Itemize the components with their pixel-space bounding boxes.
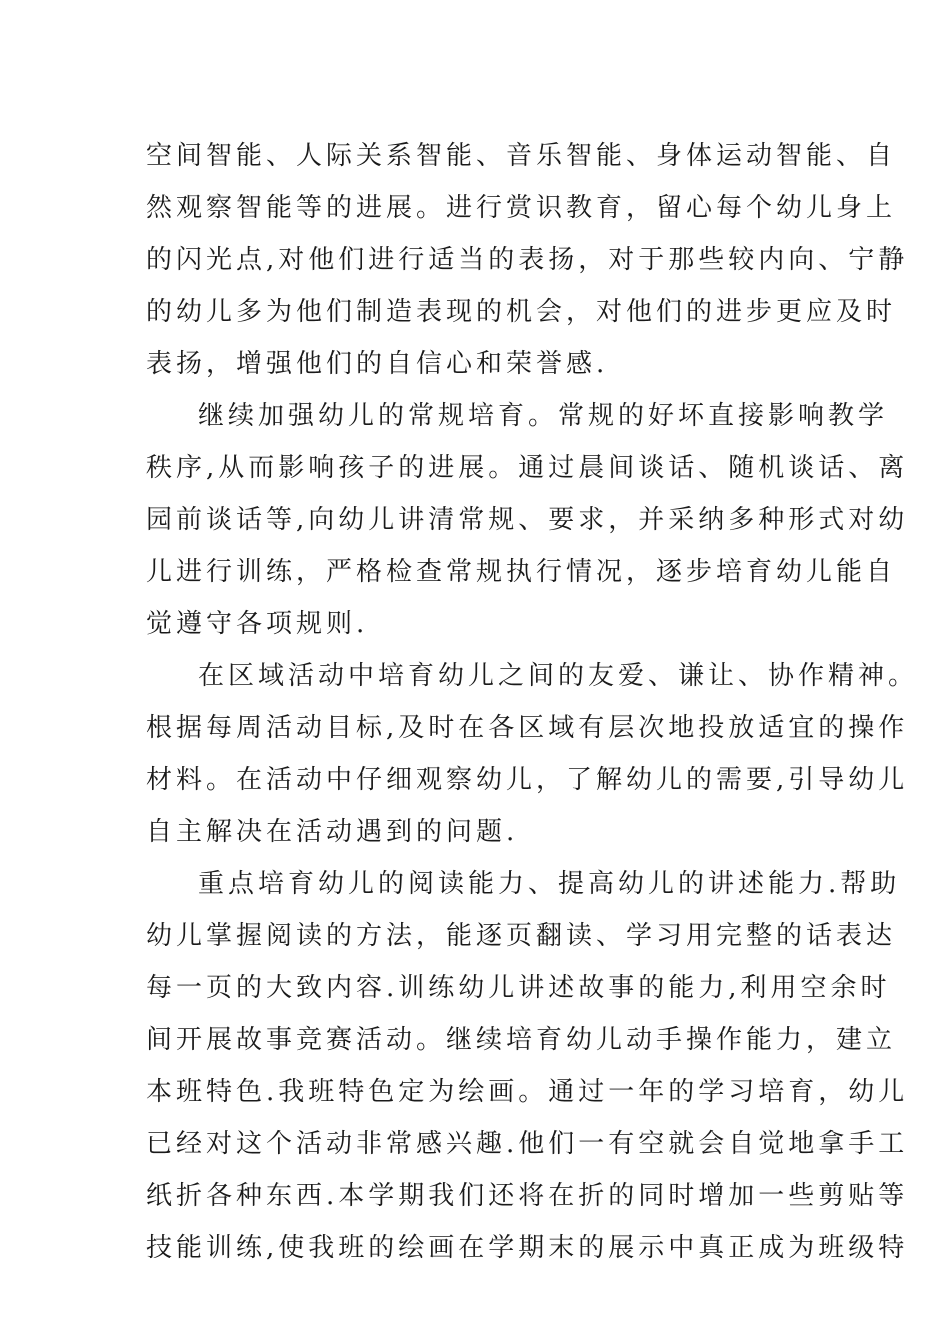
text-line: 然观察智能等的进展。进行赏识教育，留心每个幼儿身上: [146, 193, 897, 223]
text-line: 的闪光点,对他们进行适当的表扬，对于那些较内向、宁静: [146, 245, 909, 275]
paragraph-3: [146, 650, 919, 858]
text-line: 幼儿掌握阅读的方法，能逐页翻读、学习用完整的话表达: [146, 921, 897, 951]
text-line: 的幼儿多为他们制造表现的机会，对他们的进步更应及时: [146, 297, 897, 327]
text-line: 技能训练,使我班的绘画在学期末的展示中真正成为班级特: [146, 1233, 909, 1263]
text-line: 觉遵守各项规则.: [146, 609, 369, 639]
text-line: 空间智能、人际关系智能、音乐智能、身体运动智能、自: [146, 141, 897, 171]
text-line: 根据每周活动目标,及时在各区域有层次地投放适宜的操作: [146, 713, 909, 743]
text-line: 已经对这个活动非常感兴趣.他们一有空就会自觉地拿手工: [146, 1129, 909, 1159]
text-line: 继续加强幼儿的常规培育。常规的好坏直接影响教学: [198, 401, 889, 431]
text-line: 本班特色.我班特色定为绘画。通过一年的学习培育，幼儿: [146, 1077, 909, 1107]
paragraph-2: [146, 390, 909, 650]
text-line: 儿进行训练，严格检查常规执行情况，逐步培育幼儿能自: [146, 557, 897, 587]
text-line: 秩序,从而影响孩子的进展。通过晨间谈话、随机谈话、离: [146, 453, 909, 483]
document-body: [146, 130, 919, 1274]
text-line: 材料。在活动中仔细观察幼儿，了解幼儿的需要,引导幼儿: [146, 765, 909, 795]
text-line: 在区域活动中培育幼儿之间的友爱、谦让、协作精神。: [198, 661, 919, 691]
text-line: 园前谈话等,向幼儿讲清常规、要求，并采纳多种形式对幼: [146, 505, 909, 535]
text-line: 间开展故事竞赛活动。继续培育幼儿动手操作能力，建立: [146, 1025, 897, 1055]
text-line: 每一页的大致内容.训练幼儿讲述故事的能力,利用空余时: [146, 973, 891, 1003]
text-line: 重点培育幼儿的阅读能力、提高幼儿的讲述能力.帮助: [198, 869, 901, 899]
text-line: 表扬，增强他们的自信心和荣誉感.: [146, 349, 609, 379]
text-line: 自主解决在活动遇到的问题.: [146, 817, 519, 847]
paragraph-4: [146, 858, 909, 1274]
text-line: 纸折各种东西.本学期我们还将在折的同时增加一些剪贴等: [146, 1181, 909, 1211]
paragraph-1: [146, 130, 909, 390]
